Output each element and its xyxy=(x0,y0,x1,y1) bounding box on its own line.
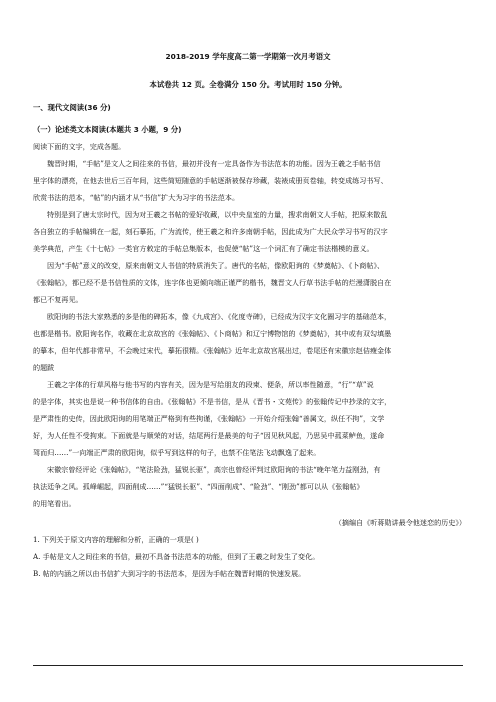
paragraph-line: 都已不复再见。 xyxy=(33,295,83,304)
source-citation: （摘编自《听蒋勋讲最令他迷恋的历史》） xyxy=(334,518,466,527)
instruction-text: 阅读下面的文字，完成各题。 xyxy=(33,142,126,151)
part-heading: （一）论述类文本阅读(本题共 3 小题，9 分) xyxy=(33,125,182,134)
paragraph-line: 王羲之字体的行草风格与他书写的内容有关，因为是写给朋友的段柬、便条，所以率性随意，“行”“草”说 xyxy=(47,380,374,389)
paragraph-line: 因为“手帖”意义的改变，原来南朝文人书信的特质消失了。唐代的名帖，像欧阳询的《梦奠帖》、《卜商帖》、 xyxy=(47,261,385,270)
question-stem: 1. 下列关于原文内容的理解和分析，正确的一项是( ) xyxy=(33,535,199,544)
paragraph-line: 各自独立的手帖编辑在一起，刻石摹拓，广为流传，使王羲之和许多南朝手帖，因此成为广大民众学习书写的汉字 xyxy=(33,227,388,236)
footer-divider xyxy=(33,665,463,666)
paragraph-line: 《张翰帖》，都已经不是书信性质的文体，连字体也更倾向端正谨严的楷书，魏晋文人行草书法手帖的烂漫潇脱自在 xyxy=(33,278,392,287)
answer-option-a: A. 手帖是文人之间往来的书信，最初不具备书法范本的功能，但到了王羲之时发生了变化。 xyxy=(33,552,320,561)
section-heading: 一、现代文阅读(36 分) xyxy=(33,103,111,112)
exam-subtitle: 本试卷共 12 页。全卷满分 150 分。考试用时 150 分钟。 xyxy=(149,80,347,89)
paragraph-line: 也都是楷书。欧阳询名作，收藏在北京故宫的《张翰帖》、《卜商帖》和辽宁博物馆的《梦奠帖》，其中或有双勾填墨 xyxy=(33,329,392,338)
paragraph-line: 的题跋 xyxy=(33,363,55,372)
paragraph-line: 驾而归……”一向端正严肃的欧阳询，似乎写到这样的句子，也禁不住笔法飞动飘逸了起来。 xyxy=(33,448,321,457)
exam-title: 2018-2019 学年度高二第一学期第一次月考语文 xyxy=(165,52,331,61)
paragraph-line: 的摹本，但年代都非常早，不会晚过宋代，摹拓很精。《张翰帖》近年北京故宫展出过，卷尾还有宋徽宗赵佶瘦金体 xyxy=(33,346,392,355)
paragraph-line: 美学典范，产生《十七帖》一类官方敕定的手帖总集版本，也促使“帖”这一个词汇有了确定书法楷模的意义。 xyxy=(33,244,374,253)
paragraph-line: 欧阳询的书法大家熟悉的多是他的碑拓本，像《九成宫》、《化度寺碑》，已经成为汉字文化圈习字的基础范本， xyxy=(47,312,392,321)
paragraph-line: 特别是到了唐太宗时代，因为对王羲之书帖的爱好收藏，以中央皇室的力量，搜求南朝文人手帖，把原来散乱 xyxy=(47,210,388,219)
answer-option-b: B. 帖的内涵之所以由书信扩大到习字的书法范本，是因为手帖在魏晋时期的快速发展。 xyxy=(33,569,306,578)
paragraph-line: 宋徽宗曾经评论《张翰帖》，“笔法险劲，猛锐长驱”，高宗也曾经评判过欧阳询的书法“晚年笔力益刚劲，有 xyxy=(47,465,381,474)
paragraph-line: 执法廷争之风。孤峰崛起，四面削成……”“猛锐长驱”、“四面削成”、“险劲”、“刚劲”都可以从《张翰帖》 xyxy=(33,482,364,491)
paragraph-line: 的是字体，其实也是说一种书信体的自由。《张翰帖》不是书信，是从《晋书・文苑传》的张翰传记中抄录的文字， xyxy=(33,397,392,406)
paragraph-line: 欣赏书法的范本，“帖”的内涵才从“书信”扩大为习字的书法范本。 xyxy=(33,193,240,202)
paragraph-line: 魏晋时期，“手帖”是文人之间往来的书信，最初并没有一定具备作为书法范本的功能。因为王羲之手帖书信 xyxy=(47,159,381,168)
paragraph-line: 的用笔看出。 xyxy=(33,499,76,508)
paragraph-line: 是严肃性的史传，因此欧阳询的用笔端正严格到有些拘谨，《张翰帖》一开始介绍张翰“善属文，纵任不拘”，文学 xyxy=(33,414,385,423)
paragraph-line: 好，为人任性不受拘束。下面就是与顺荣的对话，结尾两行是最美的句子“因见秋风起，乃思吴中菰菜鲈鱼，遂命 xyxy=(33,431,385,440)
paragraph-line: 里字体的漂亮，在他去世后三百年间，这些简短随意的手帖逐渐被保存珍藏，装裱成册页卷轴，转变成练习书写、 xyxy=(33,176,388,185)
